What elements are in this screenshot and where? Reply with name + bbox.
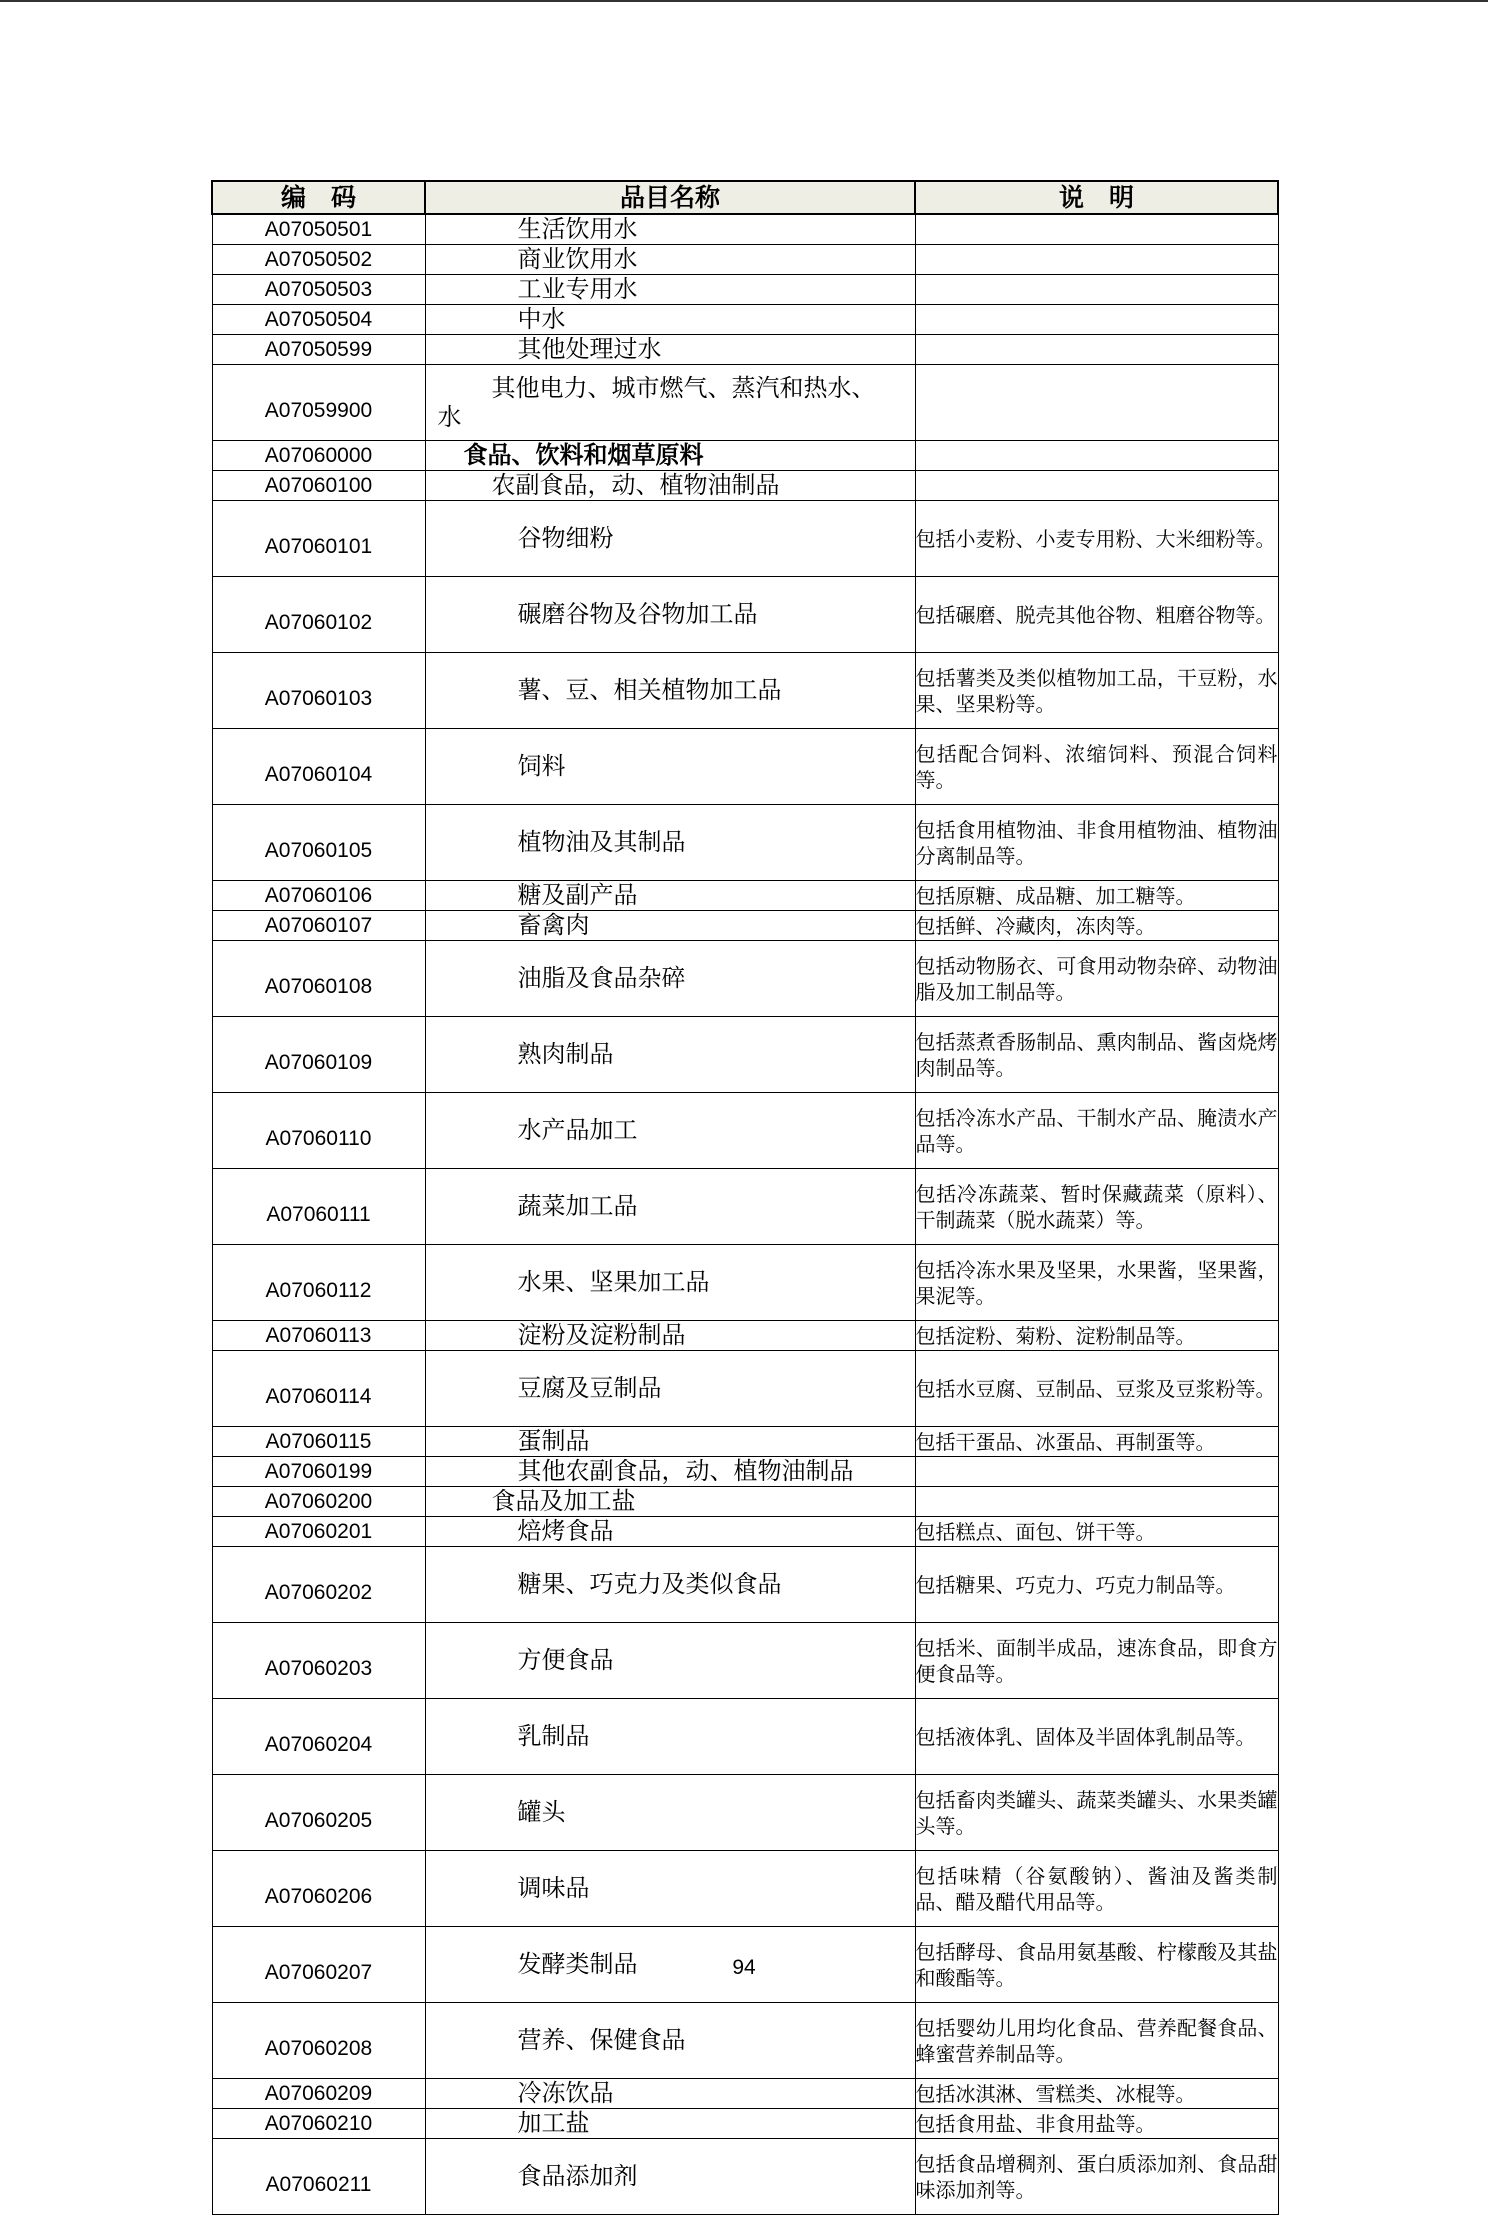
item-name: 农副食品，动、植物油制品 xyxy=(491,471,780,499)
item-code: A07050503 xyxy=(212,275,425,305)
item-name-cell xyxy=(425,1851,915,1927)
table-row xyxy=(212,911,1278,941)
item-note: 包括食用盐、非食用盐等。 xyxy=(915,2109,1278,2139)
item-name: 冷冻饮品 xyxy=(517,2079,614,2107)
item-note: 包括淀粉、菊粉、淀粉制品等。 xyxy=(915,1321,1278,1351)
item-name: 蛋制品 xyxy=(517,1427,590,1455)
item-name-cell xyxy=(425,1547,915,1623)
item-code: A07060211 xyxy=(212,2139,425,2215)
item-code: A07060199 xyxy=(212,1457,425,1487)
table-row xyxy=(212,365,1278,441)
item-name: 熟肉制品 xyxy=(517,1040,614,1068)
item-note: 包括酵母、食品用氨基酸、柠檬酸及其盐和酸酯等。 xyxy=(915,1927,1278,2003)
item-name: 饲料 xyxy=(517,752,566,780)
item-name-cell xyxy=(425,941,915,1017)
item-code: A07060110 xyxy=(212,1093,425,1169)
item-name-cell xyxy=(425,2109,915,2139)
item-name: 发酵类制品 xyxy=(517,1950,638,1978)
item-name: 糖及副产品 xyxy=(517,881,638,909)
item-note: 包括原糖、成品糖、加工糖等。 xyxy=(915,881,1278,911)
item-code: A07060105 xyxy=(212,805,425,881)
item-name-cell xyxy=(425,335,915,365)
item-code: A07060203 xyxy=(212,1623,425,1699)
item-name-cell xyxy=(425,441,915,471)
table-row xyxy=(212,214,1278,245)
item-code: A07060111 xyxy=(212,1169,425,1245)
table-row xyxy=(212,1851,1278,1927)
item-code: A07060100 xyxy=(212,471,425,501)
table-row xyxy=(212,577,1278,653)
item-name: 生活饮用水 xyxy=(517,215,638,243)
item-name: 蔬菜加工品 xyxy=(517,1192,638,1220)
item-note xyxy=(915,335,1278,365)
item-name-cell xyxy=(425,365,915,441)
item-name: 其他处理过水 xyxy=(517,335,662,363)
table-body xyxy=(212,214,1278,2215)
item-name-cell xyxy=(425,1017,915,1093)
table-row xyxy=(212,471,1278,501)
item-name: 淀粉及淀粉制品 xyxy=(517,1321,686,1349)
item-code: A07060106 xyxy=(212,881,425,911)
item-name: 食品及加工盐 xyxy=(491,1487,636,1515)
item-name-cell xyxy=(425,911,915,941)
item-name-cell xyxy=(425,1321,915,1351)
item-name: 薯、豆、相关植物加工品 xyxy=(517,676,782,704)
item-name-cell xyxy=(425,1775,915,1851)
page-top-border xyxy=(0,0,1488,2)
item-name: 商业饮用水 xyxy=(517,245,638,273)
table-row xyxy=(212,1547,1278,1623)
table-row xyxy=(212,1775,1278,1851)
table-row xyxy=(212,1245,1278,1321)
item-name-cell xyxy=(425,275,915,305)
table-row xyxy=(212,245,1278,275)
item-note: 包括食品增稠剂、蛋白质添加剂、食品甜味添加剂等。 xyxy=(915,2139,1278,2215)
item-name-cell xyxy=(425,2003,915,2079)
item-code: A07060108 xyxy=(212,941,425,1017)
item-note: 包括婴幼儿用均化食品、营养配餐食品、蜂蜜营养制品等。 xyxy=(915,2003,1278,2079)
table-row xyxy=(212,1699,1278,1775)
table-row xyxy=(212,1457,1278,1487)
item-note: 包括糖果、巧克力、巧克力制品等。 xyxy=(915,1547,1278,1623)
item-code: A07060101 xyxy=(212,501,425,577)
item-name-cell xyxy=(425,805,915,881)
item-name: 其他电力、城市燃气、蒸汽和热水、 xyxy=(491,373,876,402)
item-note: 包括动物肠衣、可食用动物杂碎、动物油脂及加工制品等。 xyxy=(915,941,1278,1017)
item-name: 罐头 xyxy=(517,1798,566,1826)
item-code: A07060104 xyxy=(212,729,425,805)
item-name: 食品添加剂 xyxy=(517,2162,638,2190)
item-name-cell xyxy=(425,305,915,335)
item-note: 包括碾磨、脱壳其他谷物、粗磨谷物等。 xyxy=(915,577,1278,653)
item-code: A07059900 xyxy=(212,365,425,441)
item-name: 焙烤食品 xyxy=(517,1517,614,1545)
item-code: A07060113 xyxy=(212,1321,425,1351)
item-note: 包括鲜、冷藏肉，冻肉等。 xyxy=(915,911,1278,941)
item-note: 包括干蛋品、冰蛋品、再制蛋等。 xyxy=(915,1427,1278,1457)
table-row xyxy=(212,335,1278,365)
table-row xyxy=(212,1017,1278,1093)
table-row xyxy=(212,275,1278,305)
table-row xyxy=(212,805,1278,881)
item-code: A07060102 xyxy=(212,577,425,653)
item-code: A07060204 xyxy=(212,1699,425,1775)
item-name: 乳制品 xyxy=(517,1722,590,1750)
item-note xyxy=(915,471,1278,501)
item-note: 包括配合饲料、浓缩饲料、预混合饲料等。 xyxy=(915,729,1278,805)
item-name-cell xyxy=(425,577,915,653)
item-name-cell xyxy=(425,1699,915,1775)
page-number: 94 xyxy=(732,1956,756,1979)
item-note: 包括畜肉类罐头、蔬菜类罐头、水果类罐头等。 xyxy=(915,1775,1278,1851)
item-name: 谷物细粉 xyxy=(517,524,614,552)
table-row xyxy=(212,2003,1278,2079)
item-name: 中水 xyxy=(517,305,566,333)
table-row xyxy=(212,1517,1278,1547)
item-note xyxy=(915,365,1278,441)
item-note: 包括味精（谷氨酸钠）、酱油及酱类制品、醋及醋代用品等。 xyxy=(915,1851,1278,1927)
item-note xyxy=(915,305,1278,335)
item-note: 包括冰淇淋、雪糕类、冰棍等。 xyxy=(915,2079,1278,2109)
table-row xyxy=(212,881,1278,911)
item-name-cell xyxy=(425,1427,915,1457)
item-code: A07060208 xyxy=(212,2003,425,2079)
item-note: 包括糕点、面包、饼干等。 xyxy=(915,1517,1278,1547)
item-note: 包括薯类及类似植物加工品，干豆粉，水果、坚果粉等。 xyxy=(915,653,1278,729)
table-row xyxy=(212,1623,1278,1699)
item-name-continued: 水 xyxy=(437,402,462,431)
item-name-cell xyxy=(425,1487,915,1517)
item-code: A07060114 xyxy=(212,1351,425,1427)
item-code: A07060103 xyxy=(212,653,425,729)
item-name-cell xyxy=(425,2139,915,2215)
item-code: A07060107 xyxy=(212,911,425,941)
item-note: 包括冷冻水果及坚果，水果酱，坚果酱，果泥等。 xyxy=(915,1245,1278,1321)
item-name-cell xyxy=(425,214,915,245)
item-code: A07060207 xyxy=(212,1927,425,2003)
item-code: A07050502 xyxy=(212,245,425,275)
item-name: 其他农副食品，动、植物油制品 xyxy=(517,1457,854,1485)
table-row xyxy=(212,1169,1278,1245)
item-name-cell xyxy=(425,1169,915,1245)
item-name-cell xyxy=(425,1623,915,1699)
item-name-cell xyxy=(425,1245,915,1321)
item-note xyxy=(915,275,1278,305)
item-note: 包括液体乳、固体及半固体乳制品等。 xyxy=(915,1699,1278,1775)
item-code: A07050504 xyxy=(212,305,425,335)
table-row xyxy=(212,1427,1278,1457)
table-row xyxy=(212,305,1278,335)
item-name: 豆腐及豆制品 xyxy=(517,1374,662,1402)
table-row xyxy=(212,501,1278,577)
item-name: 糖果、巧克力及类似食品 xyxy=(517,1570,782,1598)
table-row xyxy=(212,653,1278,729)
table-row xyxy=(212,1093,1278,1169)
header-note: 说 明 xyxy=(915,181,1278,214)
item-note: 包括食用植物油、非食用植物油、植物油分离制品等。 xyxy=(915,805,1278,881)
item-code: A07060206 xyxy=(212,1851,425,1927)
item-name-cell xyxy=(425,501,915,577)
table-row xyxy=(212,729,1278,805)
item-code: A07050599 xyxy=(212,335,425,365)
table-row xyxy=(212,1487,1278,1517)
item-note: 包括冷冻水产品、干制水产品、腌渍水产品等。 xyxy=(915,1093,1278,1169)
item-note xyxy=(915,245,1278,275)
item-code: A07060200 xyxy=(212,1487,425,1517)
item-name: 营养、保健食品 xyxy=(517,2026,686,2054)
table-row xyxy=(212,2139,1278,2215)
item-code: A07060115 xyxy=(212,1427,425,1457)
item-name: 植物油及其制品 xyxy=(517,828,686,856)
item-code: A07060205 xyxy=(212,1775,425,1851)
table-row xyxy=(212,941,1278,1017)
table-row xyxy=(212,441,1278,471)
item-code: A07060201 xyxy=(212,1517,425,1547)
item-name-cell xyxy=(425,245,915,275)
header-code: 编 码 xyxy=(212,181,425,214)
item-name: 加工盐 xyxy=(517,2109,590,2137)
item-name: 调味品 xyxy=(517,1874,590,1902)
item-name: 畜禽肉 xyxy=(517,911,590,939)
table-row xyxy=(212,2109,1278,2139)
item-note xyxy=(915,214,1278,245)
item-name: 工业专用水 xyxy=(517,275,638,303)
table-row xyxy=(212,1321,1278,1351)
item-note: 包括小麦粉、小麦专用粉、大米细粉等。 xyxy=(915,501,1278,577)
item-name: 食品、饮料和烟草原料 xyxy=(463,441,704,469)
item-note xyxy=(915,1457,1278,1487)
table-row xyxy=(212,2079,1278,2109)
item-note xyxy=(915,441,1278,471)
item-code: A07060210 xyxy=(212,2109,425,2139)
item-name: 碾磨谷物及谷物加工品 xyxy=(517,600,758,628)
item-name-cell xyxy=(425,1093,915,1169)
item-name-cell xyxy=(425,881,915,911)
item-name: 方便食品 xyxy=(517,1646,614,1674)
item-name-cell xyxy=(425,653,915,729)
table-header-row xyxy=(212,181,1278,214)
item-name-cell xyxy=(425,1351,915,1427)
catalog-table xyxy=(211,180,1279,2215)
item-note: 包括蒸煮香肠制品、熏肉制品、酱卤烧烤肉制品等。 xyxy=(915,1017,1278,1093)
item-name-cell xyxy=(425,1517,915,1547)
header-name: 品目名称 xyxy=(425,181,915,214)
item-name: 油脂及食品杂碎 xyxy=(517,964,686,992)
item-note: 包括米、面制半成品，速冻食品，即食方便食品等。 xyxy=(915,1623,1278,1699)
item-code: A07060109 xyxy=(212,1017,425,1093)
item-note: 包括水豆腐、豆制品、豆浆及豆浆粉等。 xyxy=(915,1351,1278,1427)
item-code: A07060209 xyxy=(212,2079,425,2109)
item-name-cell xyxy=(425,2079,915,2109)
item-code: A07060202 xyxy=(212,1547,425,1623)
item-note xyxy=(915,1487,1278,1517)
item-name: 水果、坚果加工品 xyxy=(517,1268,710,1296)
item-name-cell xyxy=(425,729,915,805)
item-note: 包括冷冻蔬菜、暂时保藏蔬菜（原料）、干制蔬菜（脱水蔬菜）等。 xyxy=(915,1169,1278,1245)
item-name: 水产品加工 xyxy=(517,1116,638,1144)
table-row xyxy=(212,1351,1278,1427)
item-name-cell xyxy=(425,1457,915,1487)
item-code: A07060000 xyxy=(212,441,425,471)
item-code: A07050501 xyxy=(212,214,425,245)
item-name-cell xyxy=(425,471,915,501)
item-code: A07060112 xyxy=(212,1245,425,1321)
